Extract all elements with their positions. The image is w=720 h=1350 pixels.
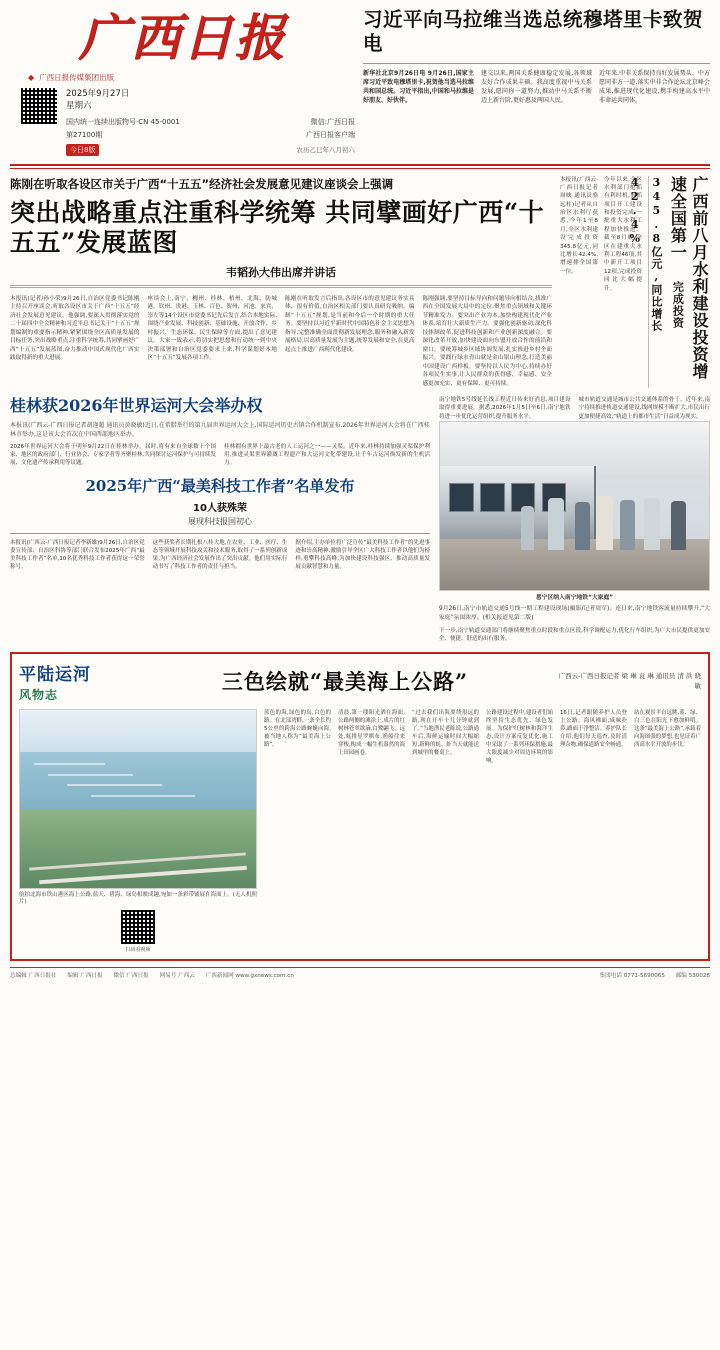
today-pages-badge: 今日8版	[66, 144, 99, 156]
main-kicker: 陈刚在听取各设区市关于广西“十五五”经济社会发展意见建议座谈会上强调	[10, 176, 394, 191]
main-story	[10, 176, 552, 389]
footer-item-2: 编辑 广西日报	[67, 973, 103, 980]
main-columns	[10, 295, 552, 389]
feature-logo-sub: 风物志	[19, 687, 59, 702]
story3-col-2: 这些获奖者长期扎根八桂大地,在农业、工业、医疗、生态等领域开展科技攻关和技术服务,取得了一系列创新成果,为广西经济社会发展作出了突出贡献。他们用实际行动书写了科技工作者的责任与担当。	[152, 539, 288, 571]
lead-col-3: 近年来,中非关系保持良好发展势头。中方愿同非方一道,落实中非合作论坛北京峰会成果,推进现代化建设,携手构建高水平中非命运共同体。	[599, 69, 710, 104]
newspaper-logo: 广西日报	[78, 8, 287, 67]
lead-body	[363, 69, 710, 105]
publisher-line	[10, 72, 355, 83]
lunar-date: 农历乙巳年八月初六	[296, 146, 355, 154]
rail-vertical-sub: 完成投资345.8亿元,同比增长42.4%	[628, 175, 685, 332]
coastal-highway-photo	[19, 709, 257, 889]
divider-red-thin	[10, 168, 710, 169]
issue-number: 第27100期	[66, 131, 103, 139]
feature-col-2: 清晨,第一缕阳光洒在海面,公路两侧的滩涂上,成片的红树林苍翠欲滴,白鹭翩飞。远处,蚝排星罗棋布,渔船往来穿梭,构成一幅生机盎然的海上田园画卷。	[338, 709, 405, 757]
footer-postcode: 邮编 530028	[675, 973, 710, 980]
story2-lead: 本报讯(广西云-广西日报记者胡逢超 通讯员黄晓敏)近日,在希腊举行的第九届世界运河大会上,国际运河历史古镇合作机制宣布,2026年世界运河大会将在广西桂林市举办,这是该大会首次在中国西部地区举办。	[10, 421, 430, 438]
feature-col-1: 蓝色的海,绿色的岛,白色的路。在北部湾畔,一条全长约5公里的跨海公路蜿蜒向海,被当地人称为“最美海上公路”。	[264, 709, 331, 748]
masthead-left	[10, 8, 355, 156]
footer-item-4: 网易号 广西云	[159, 973, 195, 980]
story3-col-1: 本报讯(广西云-广西日报记者李新雄)9月26日,自治区党委宣传部、自治区科协等部门联合发布2025年广西“最美科技工作者”名单,10名优秀科技工作者获得这一荣誉称号。	[10, 539, 145, 571]
feature-photo-block	[19, 709, 257, 954]
feature-logo-main: 平陆运河	[19, 664, 91, 685]
story2-col-2: 桂林拥有世界上最古老的人工运河之一——灵渠。近年来,桂林持续加强灵渠保护利用,推进灵渠世界灌溉工程遗产和大运河文化带建设,让千年古运河焕发新的生机活力。	[224, 443, 430, 467]
story2-headline[interactable]: 桂林获2026年世界运河大会举办权	[10, 396, 263, 416]
story4-columns	[439, 396, 710, 421]
qr-code-icon[interactable]	[20, 87, 58, 125]
middle-section	[10, 396, 710, 643]
lead-dateline: 新华社北京9月26日电 9月26日,国家主席习近平致电穆塔里卡,祝贺他当选马拉维共和国总统。习近平指出,中国和马拉维是好朋友、好伙伴。	[363, 69, 474, 104]
main-col-3: 陈刚在听取发言后指出,各设区市的意见建议务实具体、很有价值,自治区相关部门要认真研究吸纳。编制“十五五”规划,是当前和今后一个时期的重大任务。要坚持以习近平新时代中国特色社会主义思想为指导,完整准确全面贯彻新发展理念,服务和融入新发展格局,以高质量发展为主题,统筹发展和安全,在更高起点上推进广西现代化建设。	[285, 295, 415, 353]
feature-header	[19, 660, 701, 703]
footer-right	[591, 971, 710, 979]
main-col-1: 本报讯(记者/孙小荣)9月26日,自治区党委书记陈刚主持召开座谈会,听取各设区市关于广西“十五五”经济社会发展意见建议。他强调,要深入贯彻落实党的二十届四中全会精神和习近平总书记关于“十五五”规划编制的重要指示精神,紧紧围绕全区高质量发展的目标任务,突出战略重点,注重科学统筹,共同擘画好广西“十五五”发展蓝图,奋力推动中国式现代化广西实践取得新的重大进展。	[10, 295, 140, 362]
story3-col-3: 据介绍,主办单位将广泛宣传“最美科技工作者”的先进事迹和崇高精神,激励引导全区广大科技工作者以他们为榜样,勇攀科技高峰,为加快建设科技强区、推动高质量发展贡献智慧和力量。	[295, 539, 431, 571]
divider-red-thick	[10, 164, 710, 166]
photo-caption: 9月26日,南宁市轨道交通5号线一期工程建设现场(摄影/记者周军)。连日来,南宁地铁客流量持续攀升,“大家庭”氛围浓厚。(相关报道见第二版)	[439, 606, 710, 621]
feature-col-3: “过去我们出海要绕很远的路,现在开车十几分钟就到了。”当地渔民老陈说,公路通车后,海鲜运输时间大幅缩短,新鲜的蚝、虾当天就能送到城里的餐桌上。	[412, 709, 479, 757]
feature-photo-caption: 航拍北海市铁山港区海上公路,蓝天、碧海、绿岛相映成趣,宛如一条彩带铺展在海面上。(无人机照片)	[19, 891, 257, 906]
right-rail	[560, 176, 710, 389]
masthead-lead-story	[355, 8, 710, 105]
story4-col-2: 城市轨道交通是城市公共交通体系的骨干。近年来,南宁持续推进轨道交通建设,线网规模不断扩大,市民出行更加便捷高效,“轨道上的都市生活”日益成为现实。	[578, 397, 710, 420]
publisher-label: 广西日报传媒集团出版	[39, 72, 115, 82]
feature-box	[10, 652, 710, 962]
divider-double	[10, 285, 552, 288]
publication-date: 2025年9月27日	[66, 88, 130, 99]
middle-right	[439, 396, 710, 643]
lead-headline[interactable]: 习近平向马拉维当选总统穆塔里卡致贺电	[363, 8, 704, 56]
footer-item-5[interactable]: 广西新闻网 www.gxnews.com.cn	[205, 973, 294, 980]
feature-col-4: 公路建设过程中,建设者们始终坚持生态优先、绿色发展。为保护红树林和海洋生态,设计方案反复优化,施工中采取了一系列环保措施,最大限度减少对周边环境的影响。	[486, 709, 553, 765]
story2-col-1: 2026年世界运河大会将于明年9月22日在桂林举办。届时,将有来自全球数十个国家、地区的政府部门、行业协会、专家学者等齐聚桂林,共同探讨运河保护与可持续发展、文化遗产传承利用等议题。	[10, 443, 216, 467]
diamond-icon: ◆	[28, 72, 35, 82]
divider	[363, 63, 710, 64]
feature-col-5: 16日,记者跟随养护人员登上公路。海风拂面,咸味扑鼻,路面干净整洁。养护队长介绍,他们每天巡查,及时清理杂物,确保道路安全畅通。	[560, 709, 627, 748]
app-label: 广西日报客户端	[306, 131, 355, 139]
feature-columns	[264, 709, 701, 954]
footer-item-3: 微信 广西日报	[113, 973, 149, 980]
rail-col-2: 今年以来,全区水利部门抢抓有利时机,狠抓项目开工建设和投资完成,一批重大水利工程加快推进。截至8月底,全区在建重大水利工程46项,其中新开工项目12项,完成投资同比大幅提升。	[604, 176, 642, 292]
issn-line: 国内统一连续出版物号·CN 45-0001	[66, 118, 180, 126]
qr-caption: 扫码看视频	[125, 947, 151, 954]
main-headline[interactable]: 突出战略重点注重科学统筹 共同擘画好广西“十五五”发展蓝图	[10, 197, 545, 257]
story4-col-1: 南宁地铁5号线延长线工程近日传来好消息,项目建设取得重要进展。据悉,2026年1月5日至6日,南宁地铁将进一步优化运营组织,提升服务水平。	[439, 397, 571, 420]
masthead-meta	[10, 87, 355, 156]
masthead	[10, 8, 710, 158]
lead-col-2: 建交以来,两国关系健康稳定发展,各领域友好合作成果丰硕。我高度重视中马关系发展,愿同你一道努力,推动中马关系不断迈上新台阶,更好惠及两国人民。	[481, 69, 592, 104]
subway-photo	[439, 421, 710, 591]
footer-item-1: 总编辑 广西日报社	[10, 973, 57, 980]
main-col-2: 座谈会上,南宁、柳州、桂林、梧州、北海、防城港、钦州、贵港、玉林、百色、贺州、河池、来宾、崇左等14个设区市党委书记先后发言,结合本地实际,围绕产业发展、科技创新、基础设施、开放合作、乡村振兴、生态环保、民生保障等方面,提出了意见建议。大家一致表示,将切实把思想和行动统一到中央决策部署和自治区党委要求上来,科学谋划好本地区“十五五”发展各项工作。	[147, 295, 277, 362]
feature-col-6: 站在观景平台远眺,蓝、绿、白三色在阳光下愈加鲜明。这条“最美海上公路”,承载着向海图强的梦想,也见证着广西高水平开放的步伐。	[634, 709, 701, 748]
footer-phone: 集团电话 0771-5690065	[599, 973, 665, 980]
photo-label: 邕宁区纳入南宁地铁“大家庭”	[535, 594, 614, 601]
story3-subhead: 10人获殊荣	[193, 502, 247, 514]
rail-col-1: 本报讯(广西云-广西日报记者周映 通讯员骆远柱)记者从自治区水利厅获悉,今年1至8月,全区水利建设完成投资345.8亿元,同比增长42.4%,增速排全国第一位。	[560, 176, 598, 275]
feature-title[interactable]: 三色绘就“最美海上公路”	[221, 669, 469, 695]
story3-subhead2: 展现科技报国初心	[188, 516, 252, 526]
main-col-4: 陈刚强调,要坚持目标导向和问题导向相结合,找准广西在全国发展大局中的定位,聚焦重点领域和关键环节精准发力。要突出产业为本,加快构建现代化产业体系,培育壮大新质生产力。要强化创新驱动,深化科技体制改革,促进科技创新和产业创新深度融合。要深化改革开放,加快建设面向东盟开放合作的前沿和窗口。要统筹城乡区域协调发展,扎实推进乡村全面振兴。要践行绿水青山就是金山银山理念,打造美丽中国建设广西样板。要坚持以人民为中心,持续办好各项民生实事,让人民群众的获得感、幸福感、安全感更加充实、更有保障、更可持续。	[422, 295, 552, 387]
feature-body	[19, 709, 701, 954]
feature-logo	[19, 660, 139, 703]
qr-code-icon[interactable]	[121, 910, 155, 944]
main-story-block	[10, 176, 710, 389]
footer-left	[10, 971, 303, 979]
rail-vertical-title: 广西前八月水利建设投资增速全国第一	[668, 175, 709, 380]
story3-columns	[10, 539, 430, 572]
weekday: 星期六	[66, 100, 92, 111]
wechat-label: 微信:广西日报	[310, 118, 355, 126]
main-subhead: 韦韬孙大伟出席并讲话	[226, 265, 336, 279]
story3-headline[interactable]: 2025年广西“最美科技工作者”名单发布	[85, 476, 355, 495]
story4-extra	[439, 627, 710, 644]
page-footer	[10, 967, 710, 979]
rail-vertical-headline[interactable]	[628, 175, 710, 389]
middle-left	[10, 396, 430, 643]
story2-columns	[10, 443, 430, 468]
feature-byline: 广西云-广西日报记者 梁 琳 袁 琳 通讯员 清 洪 晓 敏	[558, 671, 701, 691]
divider	[10, 533, 430, 534]
story4-col-3: 下一步,南宁轨道交通部门将继续聚焦重点时段和重点区段,科学调配运力,优化行车组织,为广大市民提供更加安全、便捷、舒适的出行服务。	[439, 628, 710, 643]
